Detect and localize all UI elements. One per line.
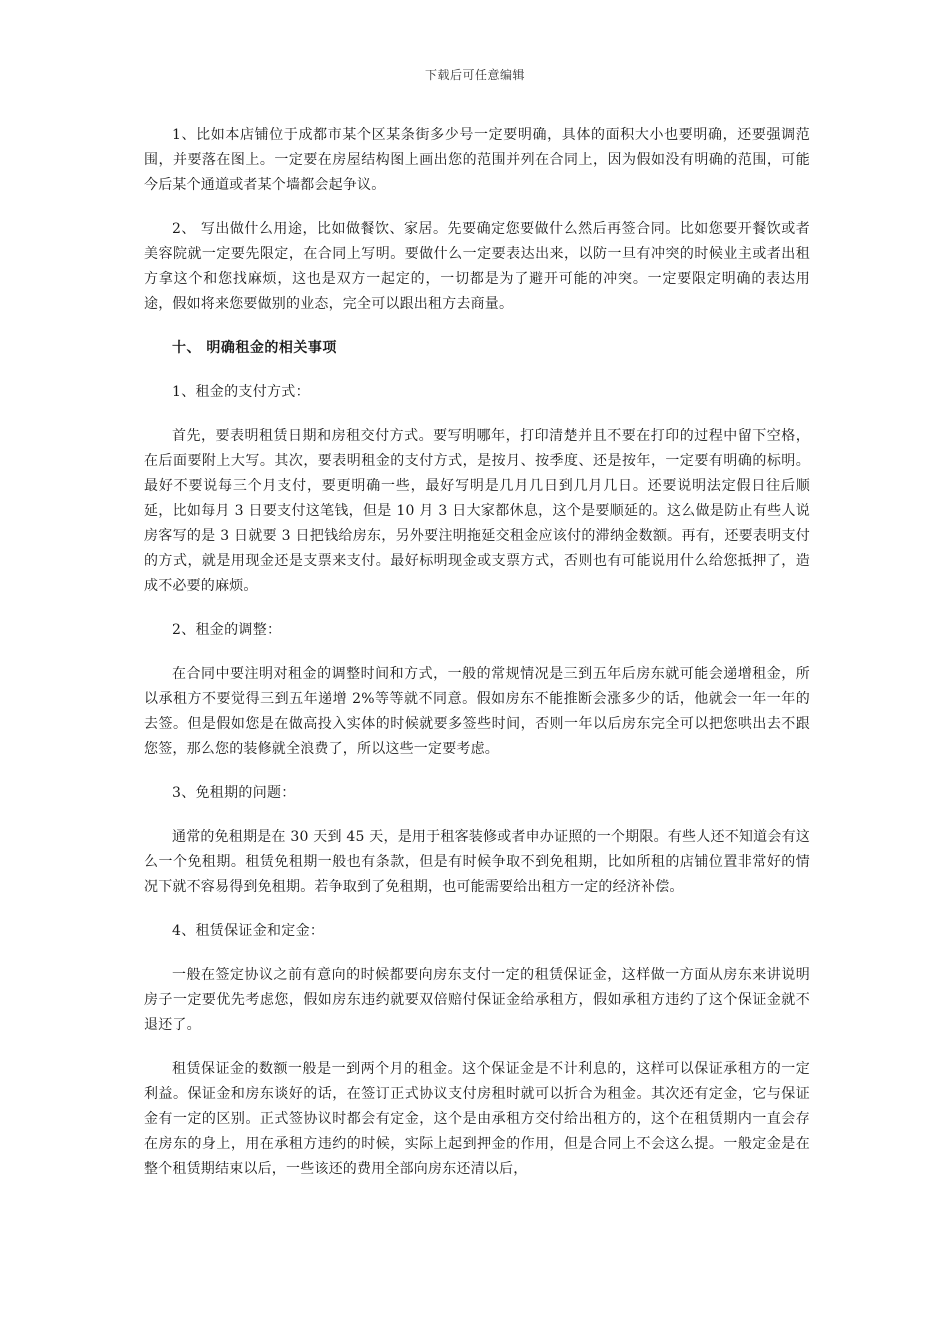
paragraph-usage: 2、 写出做什么用途，比如做餐饮、家居。先要确定您要做什么然后再签合同。比如您要开餐饮或者美容院就一定要先限定，在合同上写明。要做什么一定要表达出来，以防一旦有冲突的时候业主或者出租方拿这个和您找麻烦，这也是双方一起定的，一切都是为了避开可能的冲突。一定要限定明确的表达用途，假如将来您要做别的业态，完全可以跟出租方去商量。: [144, 221, 810, 312]
section-heading-rent: 十、 明确租金的相关事项: [172, 340, 337, 356]
paragraph-payment-method: 首先，要表明租赁日期和房租交付方式。要写明哪年，打印清楚并且不要在打印的过程中留下空格，在后面要附上大写。其次，要表明租金的支付方式，是按月、按季度、还是按年，一定要有明确的标明。最好不要说每三个月支付，要更明确一些，最好写明是几月几日到几月几日。还要说明法定假日往后顺延，比如每月 3 日要支付这笔钱，但是 10 月 3 日大家都休息，这个是要顺延的。这么做是防止有些人说房客写的是 3 日就要 3 日把钱给房东，另外要注明拖延交租金应该付的滞纳金数额。再有，还要表明支付的方式，就是用现金还是支票来支付。最好标明现金或支票方式，否则也有可能说用什么给您抵押了，造成不必要的麻烦。: [144, 428, 810, 594]
paragraph-rent-adjustment: 在合同中要注明对租金的调整时间和方式，一般的常规情况是三到五年后房东就可能会递增租金，所以承租方不要觉得三到五年递增 2%等等就不同意。假如房东不能推断会涨多少的话，他就会一年一年的去签。但是假如您是在做高投入实体的时候就要多签些时间，否则一年以后房东完全可以把您哄出去不跟您签，那么您的装修就全浪费了，所以这些一定要考虑。: [144, 666, 810, 757]
paragraph-scope: 1、比如本店铺位于成都市某个区某条街多少号一定要明确，具体的面积大小也要明确，还要强调范围，并要落在图上。一定要在房屋结构图上画出您的范围并列在合同上，因为假如没有明确的范围，可能今后某个通道或者某个墙都会起争议。: [144, 127, 810, 193]
subheading-deposit: 4、租赁保证金和定金：: [172, 923, 325, 939]
document-body: [144, 123, 810, 1182]
subheading-rent-adjustment: 2、租金的调整：: [172, 622, 282, 638]
paragraph-deposit-amount: 租赁保证金的数额一般是一到两个月的租金。这个保证金是不计利息的，这样可以保证承租方的一定利益。保证金和房东谈好的话，在签订正式协议支付房租时就可以折合为租金。其次还有定金，它与保证金有一定的区别。正式签协议时都会有定金，这个是由承租方交付给出租方的，这个在租赁期内一直会存在房东的身上，用在承租方违约的时候，实际上起到押金的作用，但是合同上不会这么提。一般定金是在整个租赁期结束以后，一些该还的费用全部向房东还清以后，: [144, 1061, 810, 1177]
subheading-payment-method: 1、租金的支付方式：: [172, 384, 310, 400]
paragraph-deposit-intent: 一般在签定协议之前有意向的时候都要向房东支付一定的租赁保证金，这样做一方面从房东来讲说明房子一定要优先考虑您，假如房东违约就要双倍赔付保证金给承租方，假如承租方违约了这个保证金就不退还了。: [144, 967, 810, 1033]
page-header: 下载后可任意编辑: [424, 68, 525, 82]
subheading-rent-free-period: 3、免租期的问题：: [172, 785, 296, 801]
paragraph-rent-free-period: 通常的免租期是在 30 天到 45 天，是用于租客装修或者申办证照的一个期限。有些人还不知道会有这么一个免租期。租赁免租期一般也有条款，但是有时候争取不到免租期，比如所租的店铺位置非常好的情况下就不容易得到免租期。若争取到了免租期，也可能需要给出租方一定的经济补偿。: [144, 829, 810, 895]
